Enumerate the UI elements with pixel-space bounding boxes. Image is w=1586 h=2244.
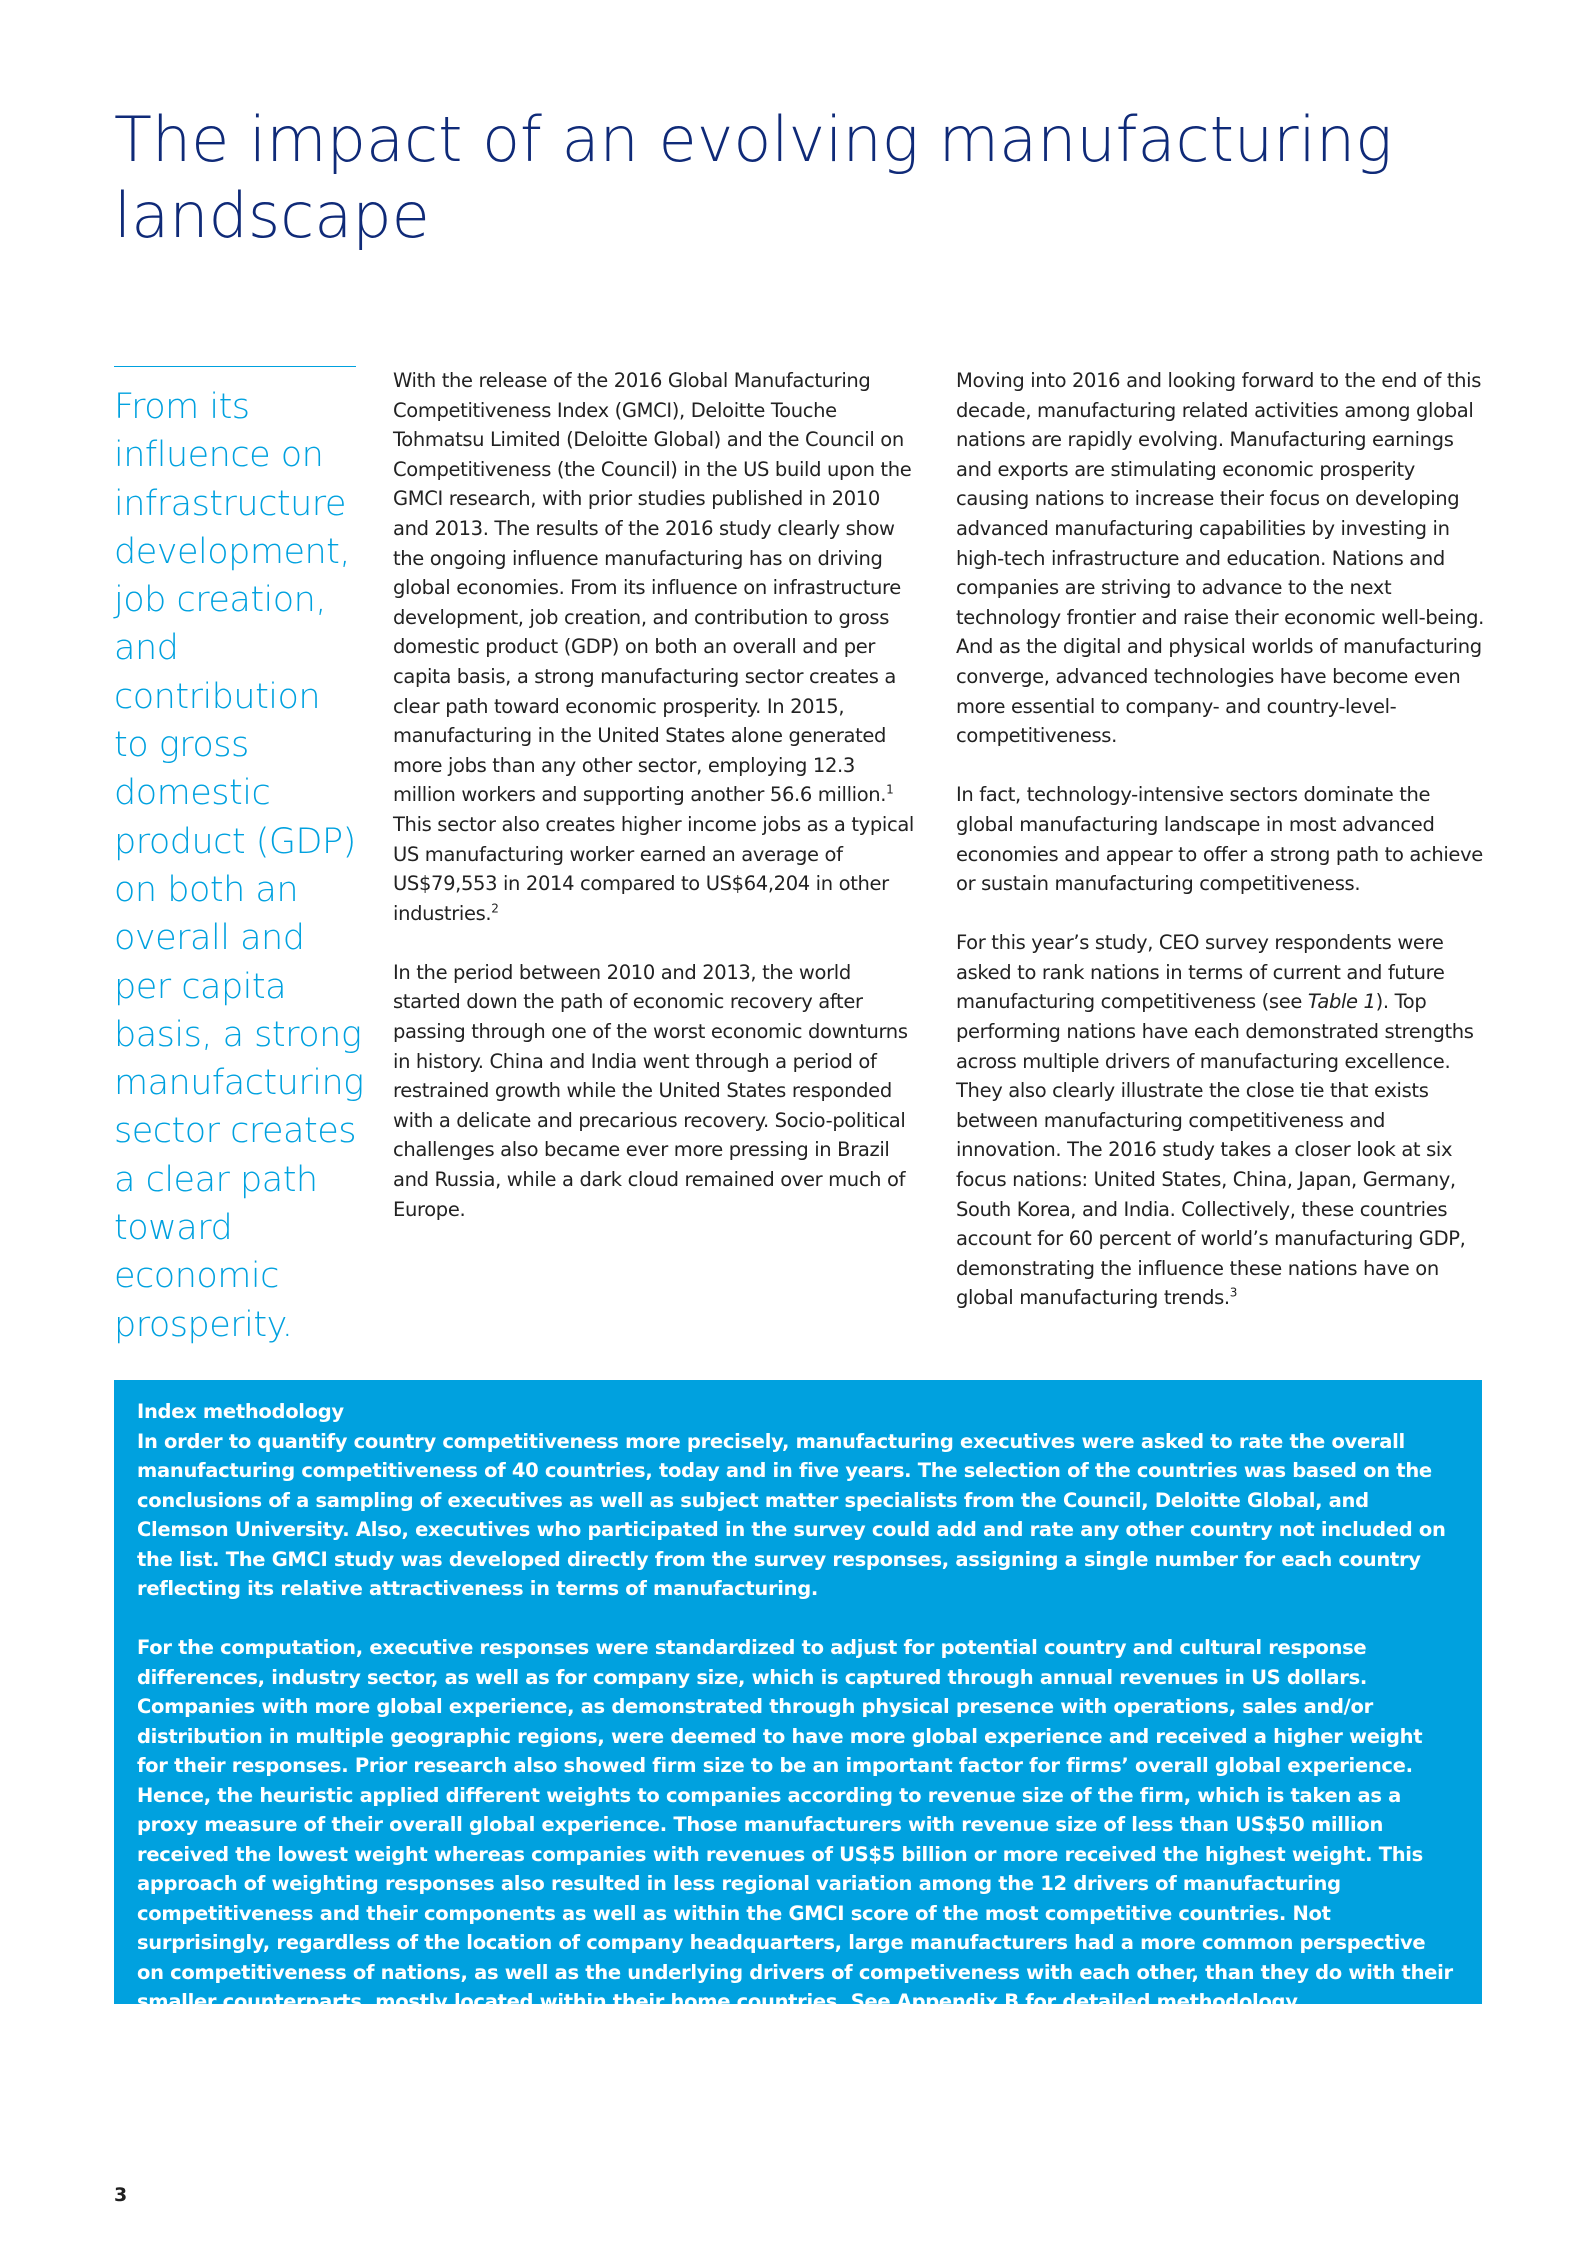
footnote-marker[interactable]: 3 xyxy=(1229,1285,1238,1300)
methodology-title: Index methodology xyxy=(137,1400,344,1423)
footnote-marker[interactable]: 1 xyxy=(886,782,894,797)
body-column-left xyxy=(393,366,918,1254)
table-reference[interactable]: Table 1 xyxy=(1307,990,1376,1014)
pull-quote: From its influence on infrastructure development, job creation, and contribution to gross domestic product (GDP) on both an overall and per capita basis, a strong manufacturing sector creates a clear path toward economic prosperity. xyxy=(114,387,364,1345)
body-paragraph: In fact, technology-intensive sectors dominate the global manufacturing landscape in most advanced economies and appear to offer a strong path to achieve or sustain manufacturing competitiveness. xyxy=(956,783,1483,896)
body-paragraph: With the release of the 2016 Global Manufacturing Competitiveness Index (GMCI), Deloitte Touche Tohmatsu Limited (Deloitte Global) and the Council on Competitiveness (the Council) in the US build upon the GMCI research, with prior studies published in 2010 and 2013. The results of the 2016 study clearly show the ongoing influence manufacturing has on driving global economies. From its influence on infrastructure development, job creation, and contribution to gross domestic product (GDP) on both an overall and per capita basis, a strong manufacturing sector creates a clear path toward economic prosperity. In 2015, manufacturing in the United States alone generated more jobs than any other sector, employing 12.3 million workers and supporting another 56.6 million.$^1$ This sector also creates higher income jobs as a typical US manufacturing worker earned an average of US$79,553 in 2014 compared to US$64,204 in other industries.$^2$ xyxy=(393,369,914,925)
page-number: 3 xyxy=(114,2184,128,2206)
methodology-paragraph: For the computation, executive responses were standardized to adjust for potential country and cultural response differences, industry sector, as well as for company size, which is captured through annual revenues in US dollars. Companies with more global experience, as demonstrated through physical presence with operations, sales and/or distribution in multiple geographic regions, were deemed to have more global experience and received a higher weight for their responses. Prior research also showed firm size to be an important factor for firms’ overall global experience. Hence, the heuristic applied different weights to companies according to revenue size of the firm, which is taken as a proxy measure of their overall global experience. Those manufacturers with revenue size of less than US$50 million received the lowest weight whereas companies with revenues of US$5 billion or more received the highest weight. This approach of weighting responses also resulted in less regional variation among the 12 drivers of manufacturing competitiveness and their components as well as within the GMCI score of the most competitive countries. Not surprisingly, regardless of the location of company headquarters, large manufacturers had a more common perspective on competitiveness of nations, as well as the underlying drivers of competiveness with each other, than they do with their smaller counterparts, mostly located within their home countries. See Appendix B for detailed methodology. xyxy=(137,1636,1453,2013)
body-paragraph: In the period between 2010 and 2013, the world started down the path of economic recovery after passing through one of the worst economic downturns in history. China and India went through a period of restrained growth while the United States responded with a delicate and precarious recovery. Socio-political challenges also became ever more pressing in Brazil and Russia, while a dark cloud remained over much of Europe. xyxy=(393,960,908,1221)
body-column-right xyxy=(956,366,1488,1343)
index-methodology-box xyxy=(114,1380,1482,2013)
footnote-marker[interactable]: 2 xyxy=(491,901,499,916)
pull-quote-divider xyxy=(114,366,356,367)
body-paragraph: Moving into 2016 and looking forward to the end of this decade, manufacturing related activities among global nations are rapidly evolving. Manufacturing earnings and exports are stimulating economic prosperity causing nations to increase their focus on developing advanced manufacturing capabilities by investing in high-tech infrastructure and education. Nations and companies are striving to advance to the next technology frontier and raise their economic well-being. And as the digital and physical worlds of manufacturing converge, advanced technologies have become even more essential to company- and country-level-competitiveness. xyxy=(956,369,1484,748)
page-title: The impact of an evolving manufacturing landscape xyxy=(114,103,1393,252)
methodology-paragraph: In order to quantify country competitiveness more precisely, manufacturing executives were asked to rate the overall manufacturing competitiveness of 40 countries, today and in five years. The selection of the countries was based on the conclusions of a sampling of executives as well as subject matter specialists from the Council, Deloitte Global, and Clemson University. Also, executives who participated in the survey could add and rate any other country not included on the list. The GMCI study was developed directly from the survey responses, assigning a single number for each country reflecting its relative attractiveness in terms of manufacturing. xyxy=(137,1429,1446,1600)
body-paragraph: For this year’s study, CEO survey respondents were asked to rank nations in terms of current and future manufacturing competitiveness (see Table 1). Top performing nations have each demonstrated strengths across multiple drivers of manufacturing excellence. They also clearly illustrate the close tie that exists between manufacturing competitiveness and innovation. The 2016 study takes a closer look at six focus nations: United States, China, Japan, Germany, South Korea, and India. Collectively, these countries account for 60 percent of world’s manufacturing GDP, demonstrating the influence these nations have on global manufacturing trends.$^3$ xyxy=(956,931,1474,1310)
